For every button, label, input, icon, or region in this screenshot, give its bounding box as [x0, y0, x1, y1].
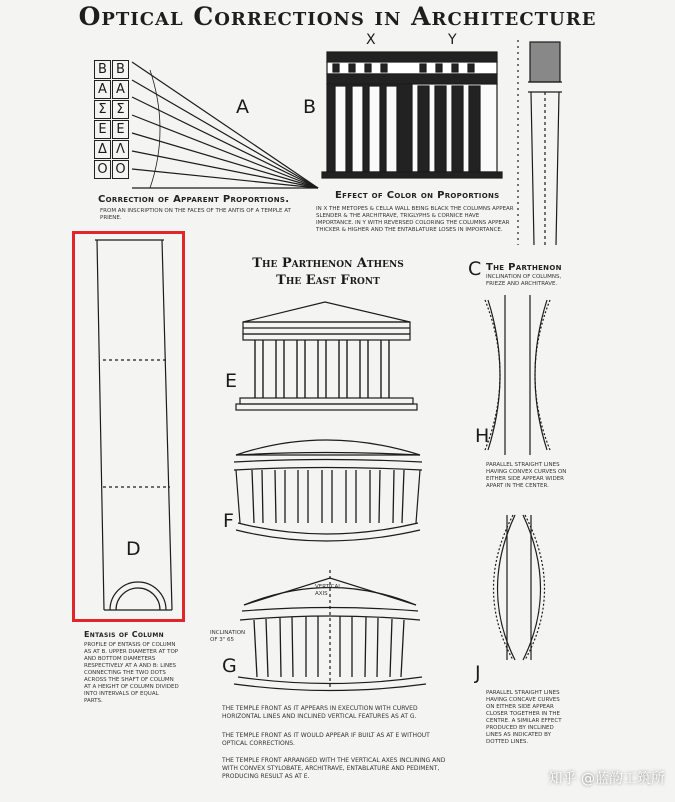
- greek-letter: Λ: [112, 140, 129, 159]
- caption-c-sub: INCLINATION OF COLUMNS, FRIEZE AND ARCHITRAVE.: [486, 274, 562, 287]
- label-e: E: [225, 370, 238, 392]
- greek-letter: Σ: [94, 100, 111, 119]
- caption-color-sub: IN X THE METOPES & CELLA WALL BEING BLACK THE COLUMNS APPEAR SLENDER & THE ARCHITRAVE, TRIGLYPHS & CORNICE HAVE IMPORTANCE. IN Y WITH REVERSED COLORING THE COLUMNS APPEAR THICKER & HIGHER AND THE ENTABLATURE LOSES IN IMPORTANCE.: [316, 206, 514, 233]
- caption-vertical-axis: VERTICAL AXIS: [315, 584, 342, 597]
- caption-proportions: Correction of Apparent Proportions.: [98, 194, 290, 205]
- illusion-h: [485, 295, 550, 455]
- caption-f: THE TEMPLE FRONT AS IT WOULD APPEAR IF BUILT AS AT E WITHOUT OPTICAL CORRECTIONS.: [222, 732, 430, 747]
- column-profile: [518, 40, 562, 245]
- greek-letter: Δ: [94, 140, 111, 159]
- parthenon-title-1: The Parthenon Athens: [252, 256, 404, 271]
- temple-color-effect: [322, 52, 502, 178]
- caption-proportions-sub: FROM AN INSCRIPTION ON THE FACES OF THE ANTIS OF A TEMPLE AT PRIENE.: [100, 208, 291, 221]
- label-b: B: [303, 96, 317, 118]
- caption-color: Effect of Color on Proportions: [335, 190, 500, 201]
- label-c: C: [468, 258, 482, 280]
- greek-letter: O: [94, 160, 111, 179]
- parthenon-title-2: The East Front: [276, 273, 380, 288]
- highlight-box: [72, 231, 185, 622]
- greek-letter: O: [112, 160, 129, 179]
- label-y: Y: [448, 32, 457, 48]
- temple-e: [236, 302, 417, 410]
- label-h: H: [475, 425, 490, 447]
- caption-c-title: The Parthenon: [486, 262, 562, 273]
- caption-j: PARALLEL STRAIGHT LINES HAVING CONCAVE CURVES ON EITHER SIDE APPEAR CLOSER TOGETHER IN THE CENTRE. A SIMILAR EFFECT PRODUCED BY INCLINED LINES AS INDICATED BY DOTTED LINES.: [486, 690, 562, 745]
- caption-h: PARALLEL STRAIGHT LINES HAVING CONVEX CURVES ON EITHER SIDE APPEAR WIDER APART IN THE CENTER.: [486, 462, 567, 489]
- label-a: A: [236, 96, 249, 118]
- label-x: X: [366, 32, 376, 48]
- greek-letter: E: [94, 120, 111, 139]
- caption-e: THE TEMPLE FRONT AS IT APPEARS IN EXECUTION WITH CURVED HORIZONTAL LINES AND INCLINED VERTICAL FEATURES AS AT G.: [222, 705, 418, 720]
- greek-letter: A: [94, 80, 111, 99]
- caption-g-inclination: INCLINATION OF 3" 65: [210, 630, 246, 643]
- caption-d-sub: PROFILE OF ENTASIS OF COLUMN AS AT B. UPPER DIAMETER AT TOP AND BOTTOM DIAMETERS RESPECTIVELY AT A AND B: LINES CONNECTING THE TWO DOTS ACROSS THE SHAFT OF COLUMN AT A HEIGHT OF COLUMN DIVIDED INTO INTERVALS OF EQUAL PARTS.: [84, 642, 179, 704]
- label-f: F: [223, 510, 234, 532]
- greek-letter: B: [94, 60, 111, 79]
- illusion-j: [494, 515, 545, 660]
- caption-g: THE TEMPLE FRONT ARRANGED WITH THE VERTICAL AXES INCLINING AND WITH CONVEX STYLOBATE, ARCHITRAVE, ENTABLATURE AND PEDIMENT, PRODUCING RESULT AS AT E.: [222, 757, 446, 780]
- watermark: 知乎 @蓝韵工筑所: [548, 771, 665, 787]
- greek-letter: Σ: [112, 100, 129, 119]
- temple-f: [234, 440, 422, 541]
- sight-lines-a: [132, 62, 318, 188]
- greek-letter: B: [112, 60, 129, 79]
- label-d: D: [126, 538, 141, 560]
- page-title: Optical Corrections in Architecture: [78, 2, 597, 31]
- greek-letter: A: [112, 80, 129, 99]
- label-j: J: [475, 662, 481, 684]
- caption-d: Entasis of Column: [84, 630, 164, 639]
- label-g: G: [222, 655, 237, 677]
- greek-letter: E: [112, 120, 129, 139]
